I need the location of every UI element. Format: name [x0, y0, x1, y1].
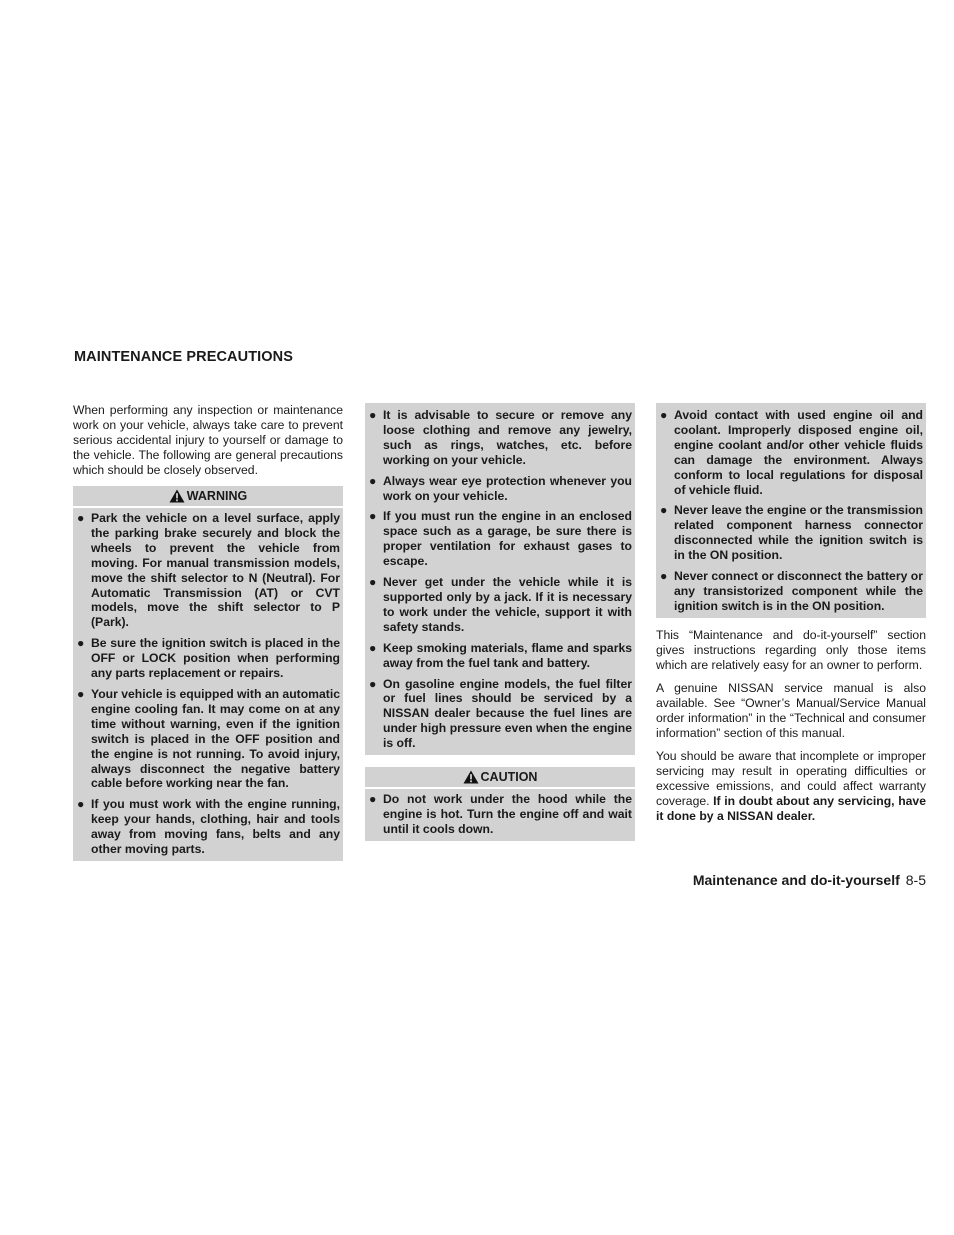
- bullet-icon: ●: [77, 797, 85, 812]
- caution-item: ● Do not work under the hood while the engine is hot. Turn the engine off and wait until it cools down.: [369, 792, 632, 836]
- warning-item: ● Never get under the vehicle while it is supported only by a jack. If it is necessary to work under the vehicle, support it with safety stands.: [369, 575, 632, 634]
- warning-item: ● If you must run the engine in an enclosed space such as a garage, be sure there is proper ventilation for exhaust gases to escape.: [369, 509, 632, 569]
- column-3: [656, 403, 926, 832]
- warning-item: ● Your vehicle is equipped with an automatic engine cooling fan. It may come on at any time without warning, even if the ignition switch is placed in the OFF position and the engine is not running. To avoid injury, always disconnect the negative battery cable before working near the fan.: [77, 686, 340, 791]
- caution-box-part-1: [365, 789, 635, 841]
- caution-item: ● Never connect or disconnect the battery or any transistorized component while the ignition switch is in the ON position.: [660, 569, 923, 613]
- footer-section-name: Maintenance and do-it-yourself: [692, 872, 900, 888]
- bullet-icon: ●: [369, 575, 377, 590]
- bullet-icon: ●: [369, 473, 377, 488]
- warning-item: ● Always wear eye protection whenever you work on your vehicle.: [369, 473, 632, 503]
- bullet-icon: ●: [369, 640, 377, 655]
- warning-triangle-icon: [463, 770, 479, 784]
- bullet-icon: ●: [77, 511, 85, 525]
- page-footer: [693, 872, 926, 888]
- caution-item: ● Avoid contact with used engine oil and coolant. Improperly disposed engine oil, engine coolant and/or other vehicle fluids can damage the environment. Always conform to local regulations for disposal of vehicle fluid.: [660, 408, 923, 497]
- paragraph-servicing-warning: You should be aware that incomplete or improper servicing may result in operating difficulties or excessive emissions, and could affect warranty coverage. If in doubt about any servicing, have it done by a NISSAN dealer.: [656, 748, 926, 823]
- warning-item: ● Park the vehicle on a level surface, apply the parking brake securely and block the wheels to prevent the vehicle from moving. For manual transmission models, move the shift selector to N (Neutral). For Automatic Transmission (AT) or CVT models, move the shift selector to P (Park).: [77, 511, 340, 630]
- paragraph-service-manual: A genuine NISSAN service manual is also available. See “Owner’s Manual/Service Manual order information” in the “Technical and consumer information” section of this manual.: [656, 680, 926, 740]
- page-number: 8-5: [905, 872, 926, 888]
- intro-paragraph: When performing any inspection or maintenance work on your vehicle, always take care to prevent serious accidental injury to yourself or damage to the vehicle. The following are general precautions which should be closely observed.: [73, 403, 343, 477]
- caution-label: CAUTION: [480, 770, 538, 785]
- caution-box-part-2: [656, 403, 926, 618]
- warning-item: ● On gasoline engine models, the fuel filter or fuel lines should be serviced by a NISSAN dealer because the fuel lines are under high pressure even when the engine is off.: [369, 676, 632, 751]
- bullet-icon: ●: [77, 636, 85, 651]
- bullet-icon: ●: [660, 408, 668, 422]
- warning-triangle-icon: [169, 489, 185, 503]
- warning-item: ● If you must work with the engine running, keep your hands, clothing, hair and tools away from moving fans, belts and any other moving parts.: [77, 797, 340, 857]
- column-1: [73, 403, 343, 861]
- bullet-icon: ●: [77, 686, 85, 701]
- bullet-icon: ●: [660, 569, 668, 584]
- bullet-icon: ●: [369, 792, 377, 807]
- column-2: [365, 403, 635, 841]
- bullet-icon: ●: [369, 408, 377, 422]
- warning-box-part-1: [73, 508, 343, 861]
- bullet-icon: ●: [369, 676, 377, 691]
- caution-item: ● Never leave the engine or the transmission related component harness connector disconnected while the ignition switch is in the ON position.: [660, 503, 923, 563]
- bullet-icon: ●: [369, 509, 377, 524]
- caution-header: [365, 767, 635, 787]
- dealer-advice: If in doubt about any servicing, have it done by a NISSAN dealer.: [656, 793, 926, 823]
- warning-item: ● Be sure the ignition switch is placed in the OFF or LOCK position when performing any parts replacement or repairs.: [77, 636, 340, 681]
- warning-box-part-2: [365, 403, 635, 755]
- bullet-icon: ●: [660, 503, 668, 518]
- warning-item: ● It is advisable to secure or remove any loose clothing and remove any jewelry, such as rings, watches, etc. before working on your vehicle.: [369, 408, 632, 467]
- warning-item: ● Keep smoking materials, flame and sparks away from the fuel tank and battery.: [369, 640, 632, 670]
- section-title: MAINTENANCE PRECAUTIONS: [74, 349, 293, 365]
- warning-label: WARNING: [186, 489, 248, 503]
- paragraph-section-intro: This “Maintenance and do-it-yourself” section gives instructions regarding only those items which are relatively easy for an owner to perform.: [656, 627, 926, 672]
- warning-header: [73, 486, 343, 506]
- caution-block: [365, 767, 635, 841]
